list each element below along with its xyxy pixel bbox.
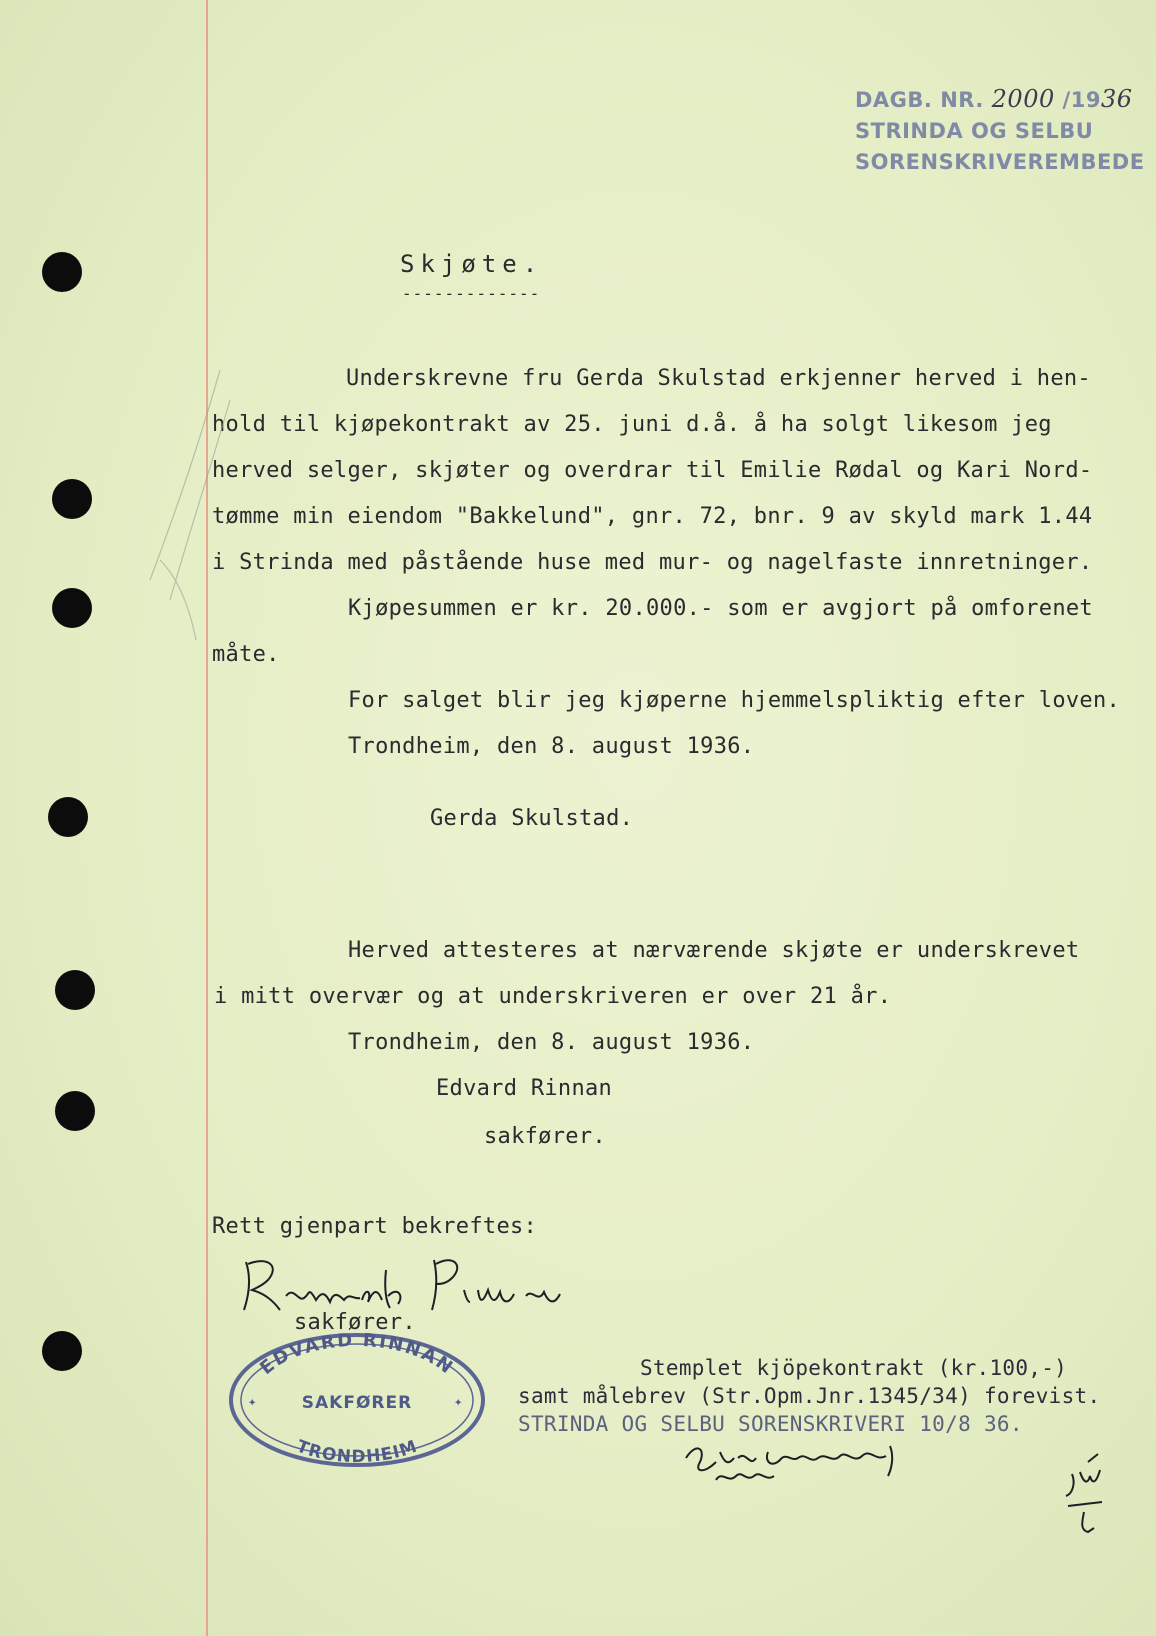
punch-hole: [55, 970, 95, 1010]
document-title: Skjøte.: [400, 250, 544, 278]
svg-text:✦: ✦: [454, 1394, 463, 1410]
body-line: For salget blir jeg kjøperne hjemmelspliktig efter loven.: [348, 688, 1121, 713]
body-line: herved selger, skjøter og overdrar til Emilie Rødal og Kari Nord-: [212, 458, 1093, 483]
stamp-middle: SAKFØRER: [301, 1393, 413, 1413]
registry-note-line: STRINDA OG SELBU SORENSKRIVERI 10/8 36.: [518, 1412, 1023, 1436]
punch-hole: [52, 588, 92, 628]
body-line: Trondheim, den 8. august 1936.: [348, 734, 755, 759]
attestation-line: Trondheim, den 8. august 1936.: [348, 1030, 755, 1055]
stamp-line-3: SORENSKRIVEREMBEDE: [855, 150, 1145, 174]
stamp-bottom-arc: TRONDHEIM: [293, 1436, 421, 1468]
stamp-line-1: [855, 84, 1145, 116]
punch-hole: [42, 252, 82, 292]
body-line: tømme min eiendom "Bakkelund", gnr. 72, bnr. 9 av skyld mark 1.44: [212, 504, 1093, 529]
body-line: måte.: [212, 642, 280, 667]
stamp-number: 2000: [991, 85, 1055, 113]
margin-rule: [206, 0, 208, 1636]
body-line: hold til kjøpekontrakt av 25. juni d.å. å ha solgt likesom jeg: [212, 412, 1052, 437]
registrar-signature: [676, 1422, 936, 1492]
registry-stamp: [855, 84, 1145, 178]
svg-text:✦: ✦: [248, 1394, 257, 1410]
attestation-line: i mitt overvær og at underskriveren er over 21 år.: [214, 984, 892, 1009]
lawyer-oval-stamp: [226, 1330, 488, 1470]
witness-title: sakfører.: [484, 1124, 606, 1149]
stamp-year: 36: [1100, 85, 1133, 113]
body-line: i Strinda med påstående huse med mur- og nagelfaste innretninger.: [212, 550, 1093, 575]
punch-hole: [42, 1331, 82, 1371]
registry-note-line: Stemplet kjöpekontrakt (kr.100,-): [640, 1356, 1068, 1380]
seller-signature: Gerda Skulstad.: [430, 806, 634, 831]
stamp-separator: /19: [1062, 88, 1101, 112]
punch-hole: [48, 797, 88, 837]
punch-hole: [52, 479, 92, 519]
attestation-line: Herved attesteres at nærværende skjøte er underskrevet: [348, 938, 1080, 963]
stamp-line-2: STRINDA OG SELBU: [855, 119, 1094, 143]
corner-initials-mark: [1058, 1450, 1118, 1540]
svg-text:EDVARD RINNAN: [256, 1330, 458, 1379]
copy-confirm-title: sakfører.: [294, 1310, 416, 1335]
pencil-marks: [120, 360, 260, 660]
body-line: Kjøpesummen er kr. 20.000.- som er avgjort på omforenet: [348, 596, 1093, 621]
title-underline: -------------: [402, 284, 541, 303]
stamp-top-arc: EDVARD RINNAN: [256, 1330, 458, 1380]
body-line: Underskrevne fru Gerda Skulstad erkjenner herved i hen-: [346, 366, 1091, 391]
punch-hole: [55, 1091, 95, 1131]
registry-note-line: samt målebrev (Str.Opm.Jnr.1345/34) forevist.: [518, 1384, 1101, 1408]
stamp-prefix: DAGB. NR.: [855, 88, 984, 112]
witness-name: Edvard Rinnan: [436, 1076, 613, 1101]
copy-confirm-label: Rett gjenpart bekreftes:: [212, 1214, 538, 1239]
